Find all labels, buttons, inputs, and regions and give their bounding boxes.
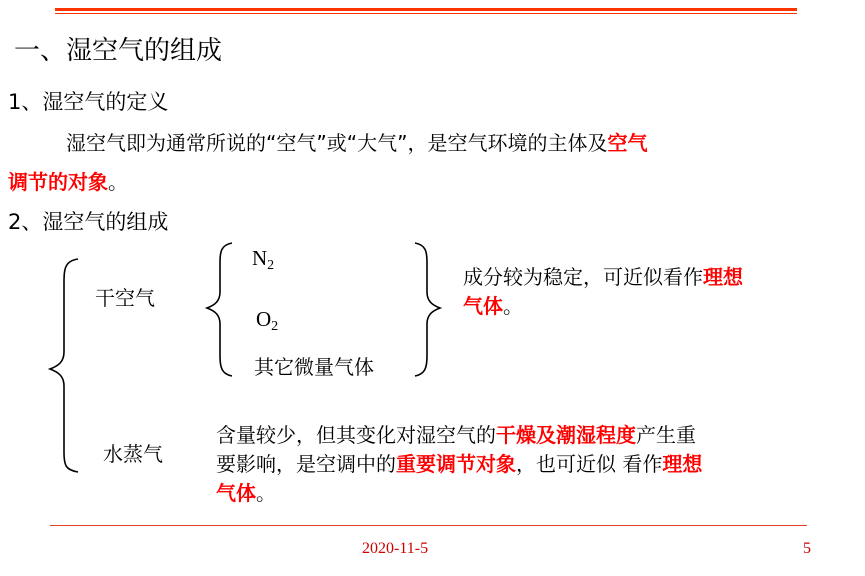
definition-highlight-1: 空气 — [607, 131, 648, 155]
water-vapor-note-line-2: 要影响，是空调中的重要调节对象，也可近似 看作理想 — [216, 452, 703, 476]
trace-gases-label: 其它微量气体 — [254, 355, 374, 379]
ideal-highlight-2: 理想 — [662, 452, 703, 476]
dryness-humidity-highlight: 干燥及潮湿程度 — [496, 423, 636, 447]
definition-end: 。 — [108, 170, 128, 194]
dry-air-label: 干空气 — [95, 286, 155, 310]
oxygen-formula: $O_2$ — [256, 307, 279, 334]
outer-left-brace — [50, 259, 78, 472]
dry-air-note-line-2: 气体。 — [463, 294, 523, 318]
inner-right-brace — [415, 243, 440, 376]
footer-date: 2020-11-5 — [362, 540, 429, 557]
nitrogen-formula: $N_2$ — [252, 246, 275, 273]
ideal-highlight: 理想 — [703, 265, 743, 289]
key-regulation-highlight: 重要调节对象 — [396, 452, 516, 476]
section-1-heading: 1、湿空气的定义 — [8, 90, 169, 114]
definition-highlight-2: 调节的对象 — [8, 170, 108, 194]
definition-text: 湿空气即为通常所说的“空气”或“大气”，是空气环境的主体及 — [66, 131, 608, 155]
water-vapor-note-line-3: 气体。 — [216, 481, 276, 505]
gas-highlight-2: 气体 — [216, 481, 256, 505]
water-vapor-label: 水蒸气 — [103, 442, 163, 466]
slide-title: 一、湿空气的组成 — [14, 36, 223, 66]
gas-highlight: 气体 — [463, 294, 503, 318]
dry-air-note-line-1: 成分较为稳定，可近似看作理想 — [463, 265, 743, 289]
footer-rule — [50, 525, 807, 526]
inner-left-brace — [207, 243, 232, 376]
water-vapor-note-line-1: 含量较少，但其变化对湿空气的干燥及潮湿程度产生重 — [216, 423, 696, 447]
page-number: 5 — [803, 540, 811, 557]
section-2-heading: 2、湿空气的组成 — [8, 210, 169, 234]
